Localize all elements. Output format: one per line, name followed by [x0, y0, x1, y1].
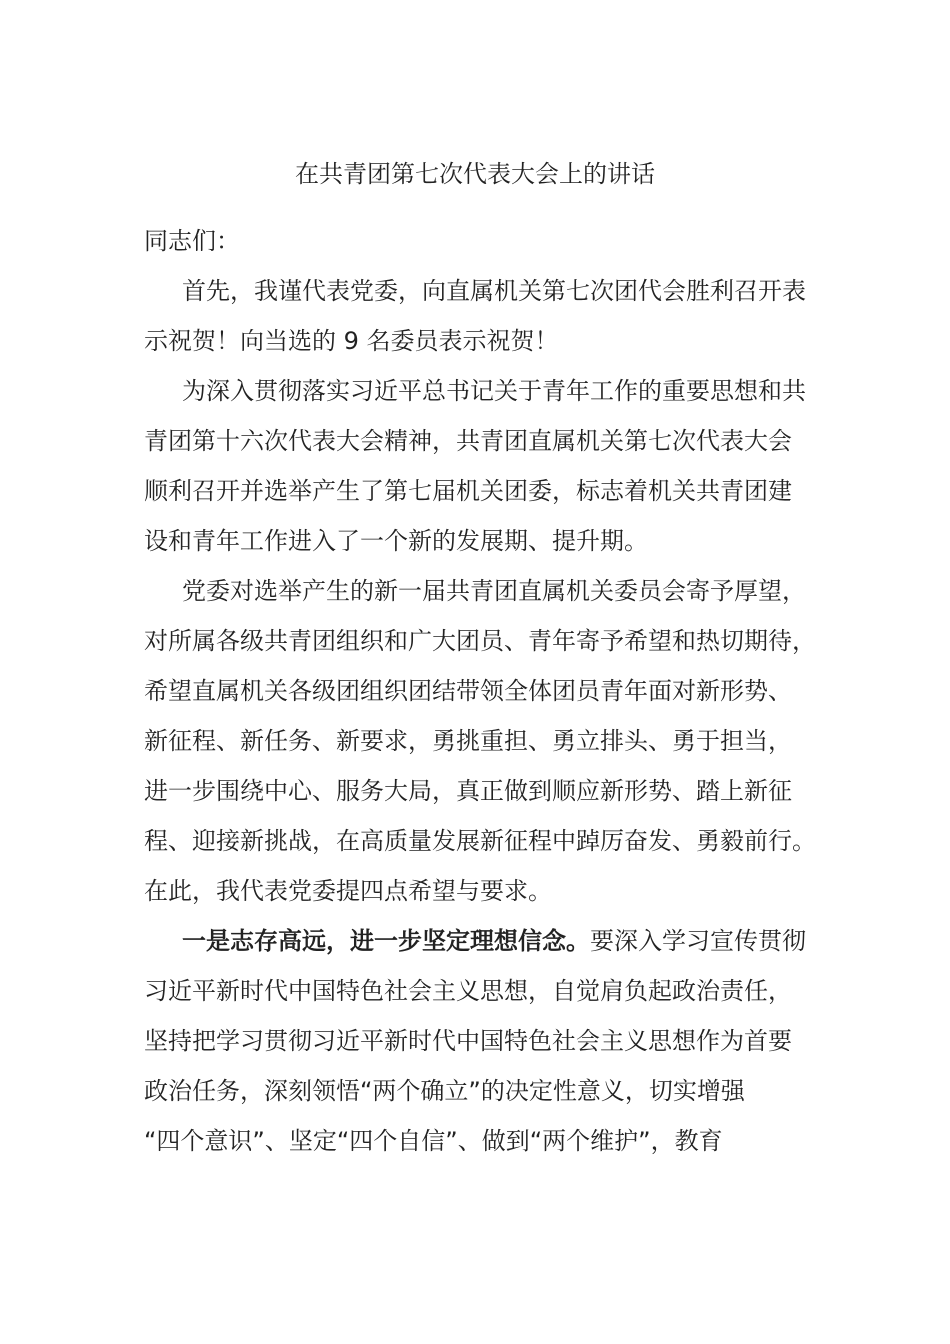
paragraph-line: 青团第十六次代表大会精神，共青团直属机关第七次代表大会: [144, 427, 792, 455]
bold-lead: 一是志存高远，进一步坚定理想信念。: [182, 927, 590, 955]
paragraph-line: [144, 916, 808, 966]
paragraph-line: 党委对选举产生的新一届共青团直属机关委员会寄予厚望，: [182, 577, 806, 605]
paragraph-line: 坚持把学习贯彻习近平新时代中国特色社会主义思想作为首要: [144, 1027, 792, 1055]
paragraph-3: [144, 566, 816, 916]
paragraph-line: 首先，我谨代表党委，向直属机关第七次团代会胜利召开表: [182, 277, 806, 305]
lead-rest: 要深入学习宣传贯彻: [590, 927, 806, 955]
paragraph-line: 示祝贺！向当选的 9 名委员表示祝贺！: [144, 327, 559, 355]
paragraph-line: 政治任务，深刻领悟“两个确立”的决定性意义，切实增强: [144, 1077, 745, 1105]
paragraph-1: [144, 266, 808, 366]
paragraph-line: 程、迎接新挑战，在高质量发展新征程中踔厉奋发、勇毅前行。: [144, 827, 816, 855]
paragraph-line: 希望直属机关各级团组织团结带领全体团员青年面对新形势、: [144, 677, 792, 705]
paragraph-line: “四个意识”、坚定“四个自信”、做到“两个维护”，教育: [144, 1127, 723, 1155]
paragraph-line: 新征程、新任务、新要求，勇挑重担、勇立排头、勇于担当，: [144, 727, 792, 755]
paragraph-4: [144, 916, 808, 1166]
paragraph-line: 进一步围绕中心、服务大局，真正做到顺应新形势、踏上新征: [144, 777, 792, 805]
paragraph-line: 为深入贯彻落实习近平总书记关于青年工作的重要思想和共: [182, 377, 806, 405]
document-body: [144, 216, 816, 1166]
document-title: 在共青团第七次代表大会上的讲话: [295, 160, 655, 188]
paragraph-line: 习近平新时代中国特色社会主义思想，自觉肩负起政治责任，: [144, 977, 792, 1005]
salutation: 同志们：: [144, 227, 240, 255]
paragraph-line: 在此，我代表党委提四点希望与要求。: [144, 877, 552, 905]
paragraph-2: [144, 366, 808, 566]
paragraph-line: 对所属各级共青团组织和广大团员、青年寄予希望和热切期待，: [144, 627, 816, 655]
paragraph-line: 顺利召开并选举产生了第七届机关团委，标志着机关共青团建: [144, 477, 792, 505]
paragraph-line: 设和青年工作进入了一个新的发展期、提升期。: [144, 527, 648, 555]
